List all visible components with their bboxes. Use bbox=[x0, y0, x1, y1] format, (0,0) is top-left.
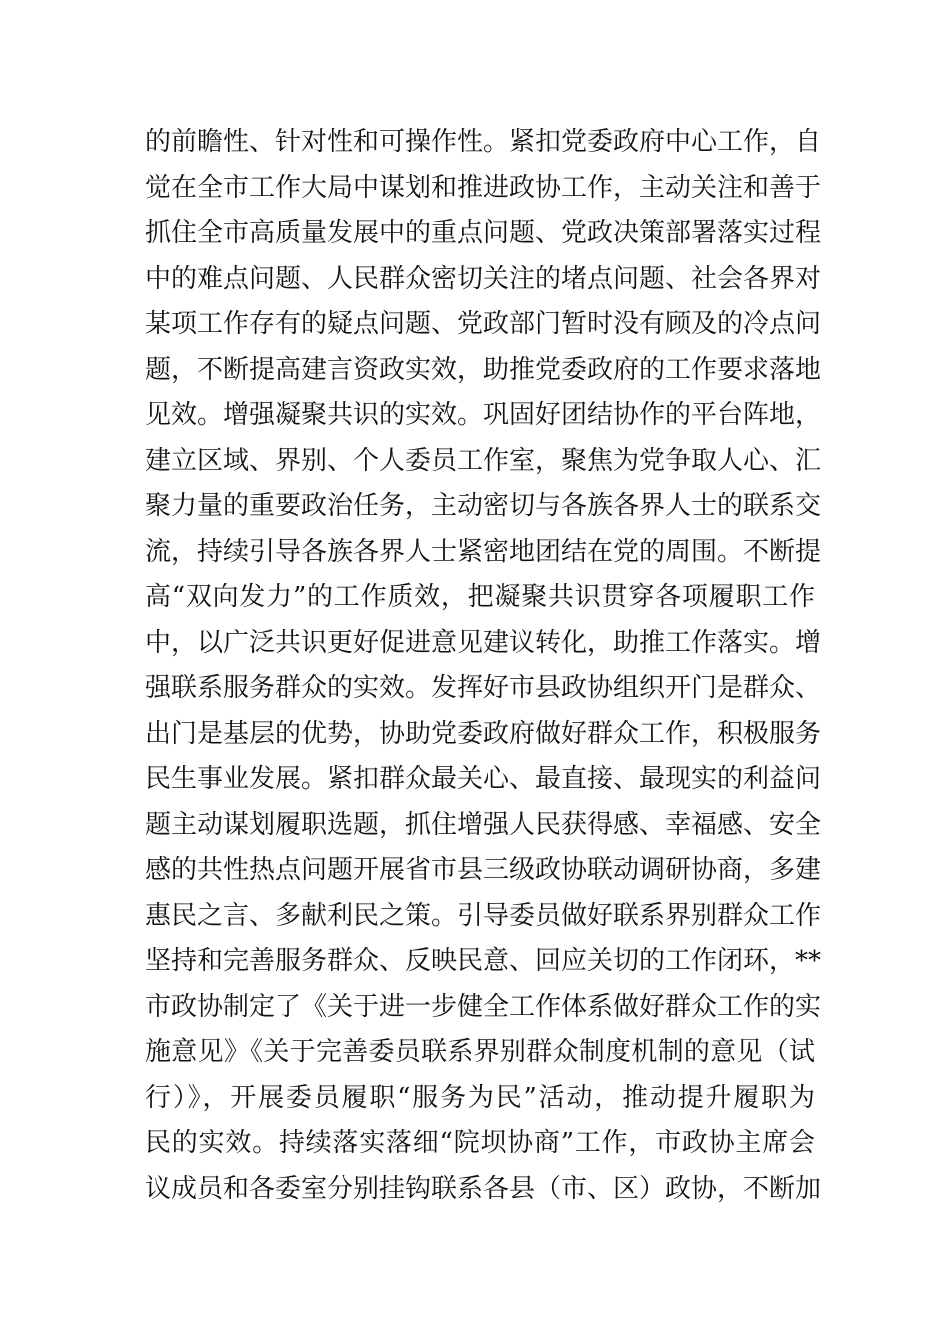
text-line-14: 出门是基层的优势，协助党委政府做好群众工作，积极服务 bbox=[145, 718, 822, 749]
text-line-13: 强联系服务群众的实效。发挥好市县政协组织开门是群众、 bbox=[145, 673, 822, 703]
text-line-3: 抓住全市高质量发展中的重点问题、党政决策部署落实过程 bbox=[145, 218, 822, 248]
text-line-21: 施意见》《关于完善委员联系界别群众制度机制的意见（试 bbox=[145, 1037, 815, 1067]
text-line-10: 流，持续引导各族各界人士紧密地团结在党的周围。不断提 bbox=[145, 536, 822, 567]
text-line-17: 感的共性热点问题开展省市县三级政协联动调研协商，多建 bbox=[145, 855, 822, 885]
body-text bbox=[145, 120, 822, 1212]
text-line-5: 某项工作存有的疑点问题、党政部门暂时没有顾及的冷点问 bbox=[145, 309, 822, 339]
text-line-8: 建立区域、界别、个人委员工作室，聚焦为党争取人心、汇 bbox=[145, 445, 822, 476]
text-line-18: 惠民之言、多献利民之策。引导委员做好联系界别群众工作 bbox=[145, 900, 822, 931]
text-line-9: 聚力量的重要政治任务，主动密切与各族各界人士的联系交 bbox=[145, 491, 822, 521]
text-line-2: 觉在全市工作大局中谋划和推进政协工作，主动关注和善于 bbox=[145, 172, 822, 203]
text-line-1: 的前瞻性、针对性和可操作性。紧扣党委政府中心工作，自 bbox=[145, 127, 822, 157]
text-line-20: 市政协制定了《关于进一步健全工作体系做好群众工作的实 bbox=[145, 991, 822, 1022]
text-line-6: 题，不断提高建言资政实效，助推党委政府的工作要求落地 bbox=[145, 354, 822, 385]
text-line-11: 高“双向发力”的工作质效，把凝聚共识贯穿各项履职工作 bbox=[145, 582, 815, 612]
text-line-16: 题主动谋划履职选题，抓住增强人民获得感、幸福感、安全 bbox=[145, 809, 822, 840]
text-line-7: 见效。增强凝聚共识的实效。巩固好团结协作的平台阵地， bbox=[145, 400, 822, 430]
text-line-12: 中，以广泛共识更好促进意见建议转化，助推工作落实。增 bbox=[145, 627, 822, 658]
text-line-22: 行）》，开展委员履职“服务为民”活动，推动提升履职为 bbox=[145, 1082, 815, 1113]
text-line-19: 坚持和完善服务群众、反映民意、回应关切的工作闭环，** bbox=[145, 946, 822, 976]
text-line-15: 民生事业发展。紧扣群众最关心、最直接、最现实的利益问 bbox=[145, 764, 822, 794]
text-line-23: 民的实效。持续落实落细“院坝协商”工作，市政协主席会 bbox=[145, 1128, 815, 1158]
text-line-4: 中的难点问题、人民群众密切关注的堵点问题、社会各界对 bbox=[145, 263, 822, 294]
text-line-24: 议成员和各委室分别挂钩联系各县（市、区）政协，不断加 bbox=[145, 1173, 822, 1204]
